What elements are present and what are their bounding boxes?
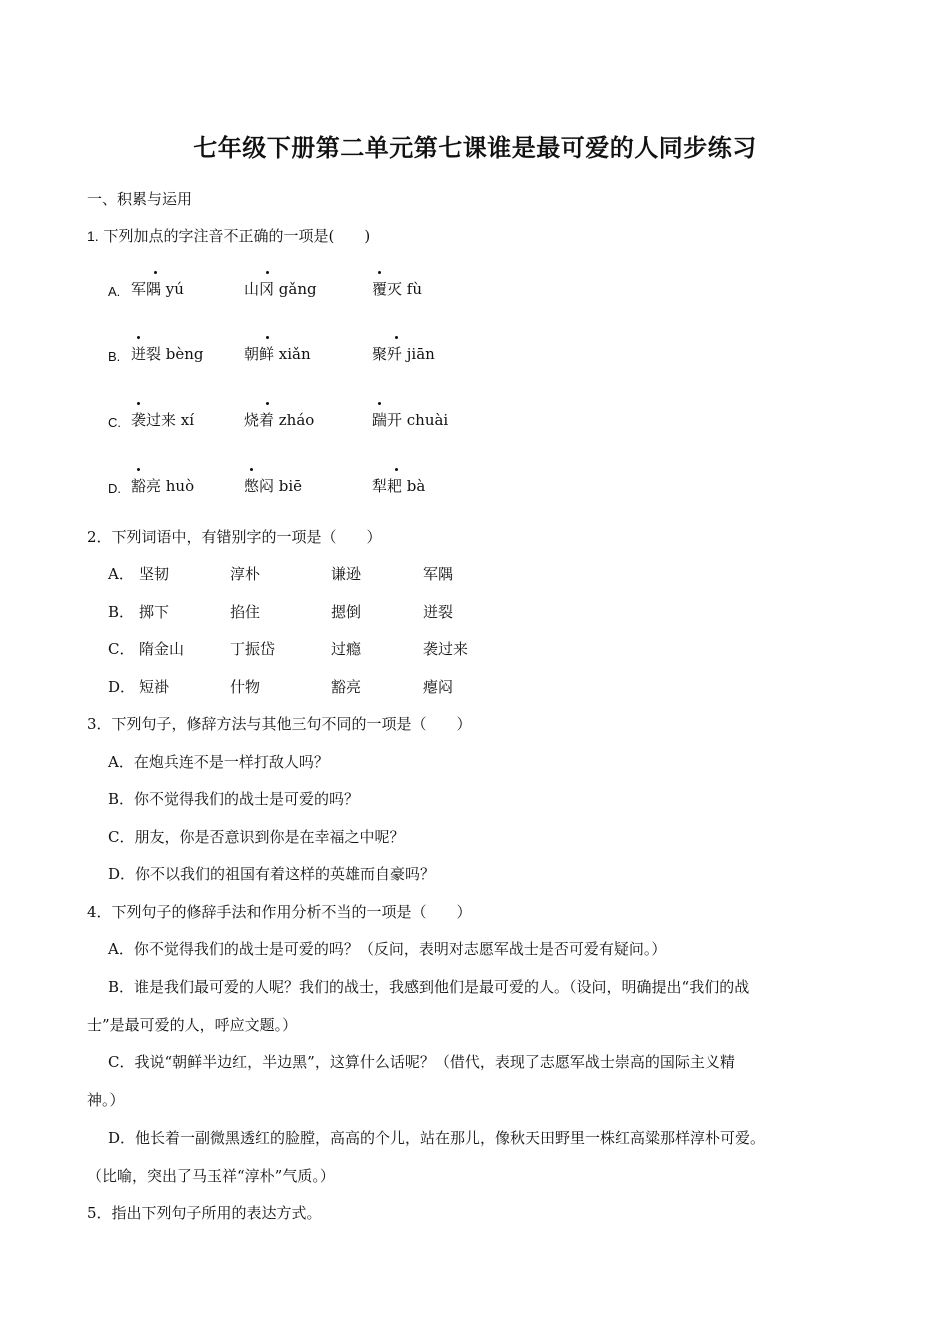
question-2-stem: 2．下列词语中，有错别字的一项是（ ） — [87, 528, 382, 546]
emphasis-dot — [378, 402, 381, 405]
emphasis-dot — [395, 468, 398, 471]
q1-option-a-word-2: 山冈 gǎng — [244, 280, 317, 298]
emphasis-dot — [154, 271, 157, 274]
q2-row-d-word-3: 豁亮 — [331, 678, 362, 696]
emphasis-dot — [266, 402, 269, 405]
emphasis-dot — [378, 271, 381, 274]
q2-row-a-letter: A． — [108, 565, 134, 583]
q1-option-a-word-1: 军隅 yú — [131, 280, 184, 298]
q2-row-d-word-2: 什物 — [230, 678, 261, 696]
q1-option-b-word-3: 聚歼 jiān — [372, 345, 435, 363]
question-4-stem: 4．下列句子的修辞手法和作用分析不当的一项是（ ） — [87, 903, 472, 921]
q2-row-c-letter: C． — [108, 640, 135, 658]
question-3-stem: 3．下列句子，修辞方法与其他三句不同的一项是（ ） — [87, 715, 472, 733]
q1-option-d-word-3: 犁耙 bà — [372, 477, 426, 495]
question-5-stem: 5．指出下列句子所用的表达方式。 — [87, 1204, 322, 1222]
emphasis-dot — [137, 402, 140, 405]
q2-row-b-word-4: 迸裂 — [423, 603, 454, 621]
q1-option-d-letter: D. — [108, 481, 121, 496]
q2-row-b-word-1: 掷下 — [139, 603, 170, 621]
q2-row-d-word-1: 短褂 — [139, 678, 170, 696]
emphasis-dot — [137, 468, 140, 471]
q2-row-d-word-4: 瘪闷 — [423, 678, 454, 696]
q2-row-b-word-2: 掐住 — [230, 603, 261, 621]
q2-row-b-word-3: 摁倒 — [331, 603, 362, 621]
q4-option-b: B．谁是我们最可爱的人呢？我们的战士，我感到他们是最可爱的人。（设问，明确提出“我们的战 — [108, 978, 750, 996]
q2-row-a-word-1: 坚韧 — [139, 565, 170, 583]
q2-row-c-word-4: 袭过来 — [423, 640, 469, 658]
q1-option-b-letter: B. — [108, 349, 121, 364]
q2-row-c-word-1: 隋金山 — [139, 640, 185, 658]
q1-option-d-word-1: 豁亮 huò — [131, 477, 195, 495]
emphasis-dot — [266, 271, 269, 274]
q3-option-b: B．你不觉得我们的战士是可爱的吗？ — [108, 790, 360, 808]
question-1-stem: 下列加点的字注音不正确的一项是( ) — [103, 227, 371, 245]
q2-row-d-letter: D． — [108, 678, 136, 696]
q4-option-c-continued: 神。） — [87, 1091, 125, 1109]
q1-option-a-letter: A. — [108, 284, 121, 299]
q4-option-d-continued: （比喻，突出了马玉祥“淳朴”气质。） — [87, 1167, 335, 1185]
q1-option-c-letter: C. — [108, 415, 121, 430]
q2-row-a-word-2: 淳朴 — [230, 565, 261, 583]
section-heading: 一、积累与运用 — [87, 190, 193, 208]
emphasis-dot — [266, 336, 269, 339]
q1-option-c-word-3: 踹开 chuài — [372, 411, 449, 429]
emphasis-dot — [395, 336, 398, 339]
q3-option-c: C．朋友，你是否意识到你是在幸福之中呢？ — [108, 828, 405, 846]
q1-option-c-word-1: 袭过来 xí — [131, 411, 195, 429]
q1-option-b-word-1: 迸裂 bèng — [131, 345, 204, 363]
q1-option-b-word-2: 朝鲜 xiǎn — [244, 345, 311, 363]
q2-row-a-word-3: 谦逊 — [331, 565, 362, 583]
q2-row-c-word-2: 丁振岱 — [230, 640, 276, 658]
q3-option-a: A．在炮兵连不是一样打敌人吗？ — [108, 753, 329, 771]
q4-option-b-continued: 士”是最可爱的人，呼应文题。） — [87, 1016, 298, 1034]
emphasis-dot — [250, 468, 253, 471]
q4-option-c: C．我说“朝鲜半边红，半边黑”，这算什么话呢？（借代，表现了志愿军战士崇高的国际主义精 — [108, 1053, 735, 1071]
emphasis-dot — [137, 336, 140, 339]
q2-row-a-word-4: 军隅 — [423, 565, 454, 583]
q4-option-a: A．你不觉得我们的战士是可爱的吗？（反问，表明对志愿军战士是否可爱有疑问。） — [108, 940, 667, 958]
q3-option-d: D．你不以我们的祖国有着这样的英雄而自豪吗？ — [108, 865, 436, 883]
q1-option-c-word-2: 烧着 zháo — [244, 411, 315, 429]
q2-row-c-word-3: 过瘾 — [331, 640, 362, 658]
q1-option-d-word-2: 憋闷 biē — [244, 477, 303, 495]
q2-row-b-letter: B． — [108, 603, 135, 621]
question-1 — [87, 226, 370, 246]
q4-option-d: D．他长着一副微黑透红的脸膛，高高的个儿，站在那儿，像秋天田野里一株红高粱那样淳朴可爱。 — [108, 1129, 766, 1147]
question-1-number: 1. — [87, 228, 99, 244]
page-title: 七年级下册第二单元第七课谁是最可爱的人同步练习 — [193, 133, 757, 162]
q1-option-a-word-3: 覆灭 fù — [372, 280, 422, 298]
